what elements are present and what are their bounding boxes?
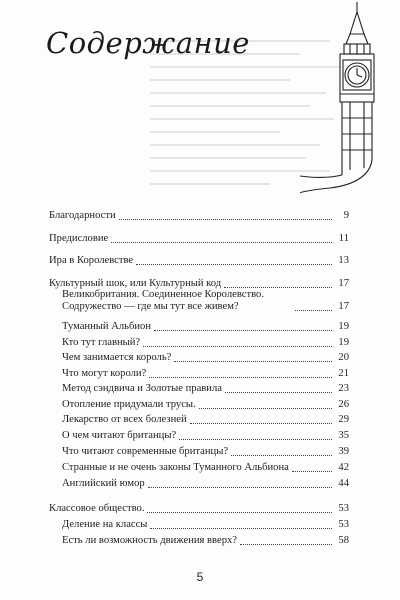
toc-entry[interactable]: Благодарности 9 [49,210,349,221]
toc-subentry[interactable]: Деление на классы 53 [62,519,349,530]
toc-subentry[interactable]: Метод сэндвича и Золотые правила 23 [62,383,349,394]
toc-entry[interactable]: Классовое общество. 53 [49,503,349,514]
toc-subentry[interactable]: Великобритания. Соединенное Королевство. Содружество — где мы тут все живем? 17 [62,289,349,312]
toc-entry[interactable]: Предисловие 11 [49,233,349,244]
page-number: 5 [196,570,204,584]
toc-subentry[interactable]: Английский юмор 44 [62,478,349,489]
toc-subentry[interactable]: Лекарство от всех болезней 29 [62,414,349,425]
page-title: Содержание [46,26,250,60]
toc-subentry[interactable]: Туманный Альбион 19 [62,321,349,332]
toc-subentry[interactable]: Чем занимается король? 20 [62,352,349,363]
toc-subentry[interactable]: Кто тут главный? 19 [62,337,349,348]
toc-subentry[interactable]: О чем читают британцы? 35 [62,430,349,441]
toc-subentry[interactable]: Отопление придумали трусы. 26 [62,399,349,410]
toc-subentry[interactable]: Что читают современные британцы? 39 [62,446,349,457]
toc-subentry[interactable]: Странные и не очень законы Туманного Альбиона 42 [62,462,349,473]
toc-entry[interactable]: Ира в Королевстве 13 [49,255,349,266]
big-ben-illustration [300,0,400,210]
toc-subentry[interactable]: Есть ли возможность движения вверх? 58 [62,535,349,546]
toc-subentry[interactable]: Что могут короли? 21 [62,368,349,379]
toc-entry[interactable]: Культурный шок, или Культурный код 17 [49,278,349,289]
